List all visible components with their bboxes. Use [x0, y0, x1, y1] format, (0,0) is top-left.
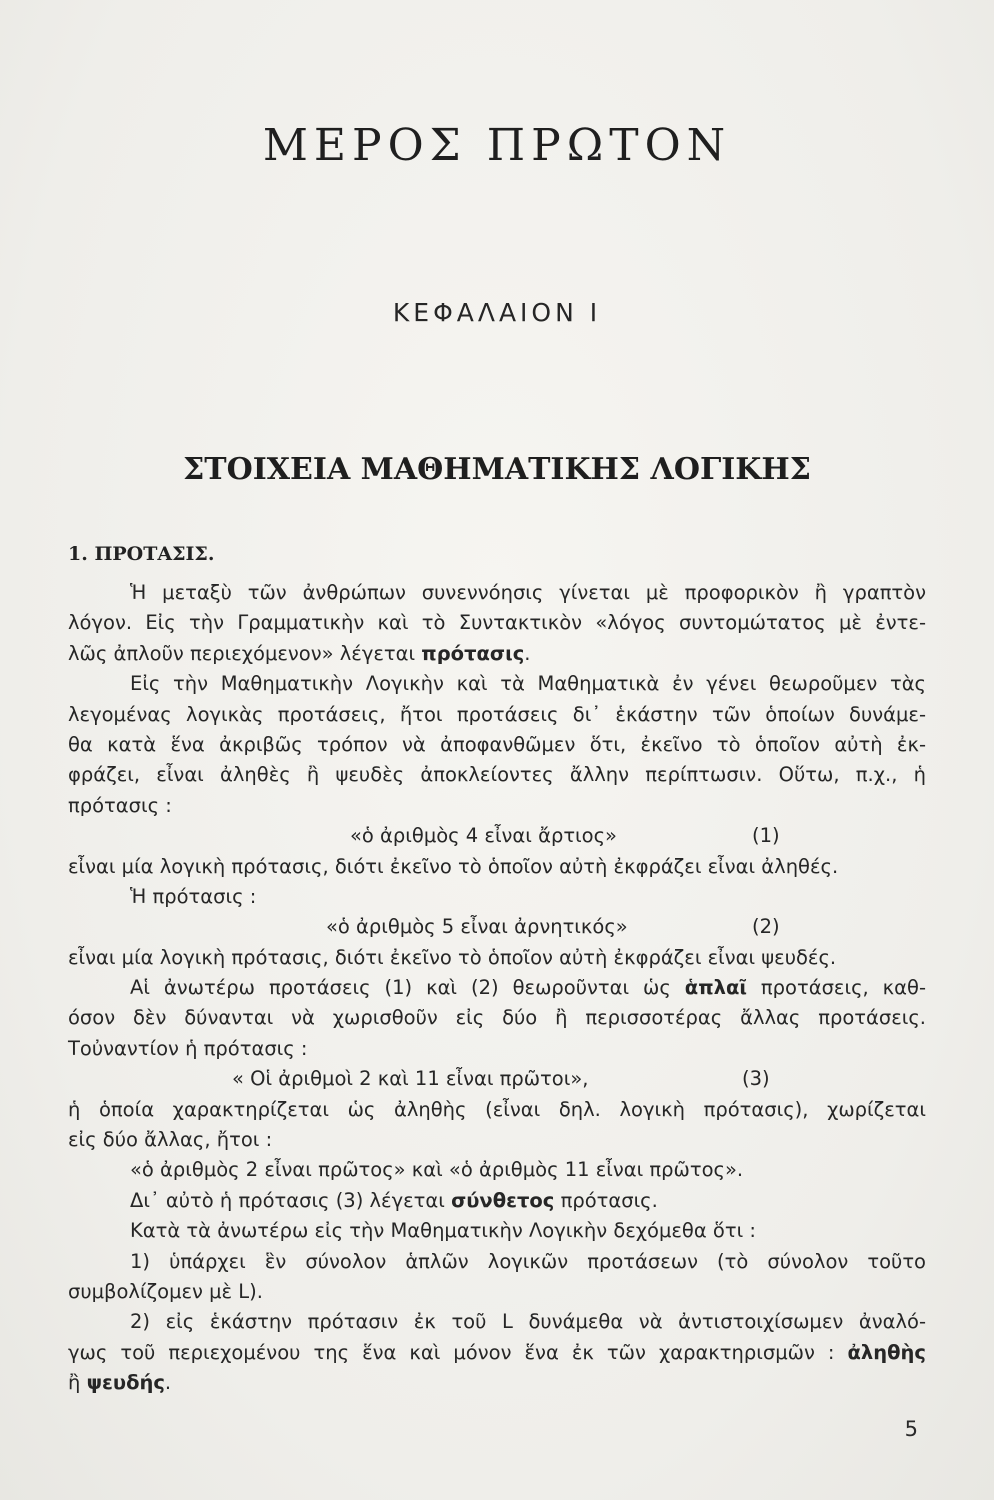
formula-2: [68, 912, 926, 942]
paragraph-1-line-3: [68, 639, 926, 669]
paragraph-5-line-3: «ὁ ἀριθμὸς 2 εἶναι πρῶτος» καὶ «ὁ ἀριθμὸς 11 εἶναι πρῶτος».: [130, 1158, 744, 1182]
after-formula-1: εἶναι μία λογικὴ πρότασις, διότι ἐκεῖνο τὸ ὁποῖον αὐτὴ ἐκφράζει εἶναι ἀληθές.: [68, 854, 839, 878]
part-title: ΜΕΡΟΣ ΠΡΩΤΟΝ: [262, 120, 732, 171]
body-text: [68, 578, 926, 1399]
text-span: λῶς ἀπλοῦν περιεχόμενον» λέγεται: [68, 641, 422, 665]
paragraph-3: Ἡ πρότασις :: [130, 884, 257, 908]
text-span: γως τοῦ περιεχομένου της ἕνα καὶ μόνον ἕνα ἐκ τῶν χαρακτηρισμῶν :: [68, 1340, 848, 1364]
bold-term-pseudis: ψευδής: [86, 1371, 165, 1395]
paragraph-6-line-6: [68, 1368, 926, 1398]
formula-2-number: (2): [752, 915, 780, 939]
paragraph-6-line-5: [68, 1338, 926, 1368]
paragraph-1-line-1: Ἡ μεταξὺ τῶν ἀνθρώπων συνεννόησις γίνεται μὲ προφορικὸν ἢ γραπτὸν: [130, 581, 926, 604]
text-span: .: [524, 641, 531, 665]
paragraph-2-line-2: λεγομένας λογικὰς προτάσεις, ἤτοι προτάσεις δι᾿ ἑκάστην τῶν ὁποίων δυνάμε-: [68, 702, 926, 726]
bold-term-synthetos: σύνθετος: [451, 1188, 555, 1212]
paragraph-6-line-3: συμβολίζομεν μὲ L).: [68, 1279, 263, 1303]
bold-term-aplai: ἁπλαῖ: [684, 976, 747, 1000]
paragraph-4-line-2: όσον δὲν δύνανται νὰ χωρισθοῦν εἰς δύο ἢ περισσοτέρας ἄλλας προτάσεις.: [68, 1006, 926, 1030]
paragraph-2-line-5: πρότασις :: [68, 793, 172, 817]
paragraph-2-line-1: Εἰς τὴν Μαθηματικὴν Λογικὴν καὶ τὰ Μαθηματικὰ ἐν γένει θεωροῦμεν τὰς: [130, 672, 926, 696]
text-span: Δι᾿ αὐτὸ ἡ πρότασις (3) λέγεται: [130, 1188, 452, 1212]
formula-2-expression: «ὁ ἀριθμὸς 5 εἶναι ἀρνητικός»: [326, 915, 628, 939]
section-title: 1. ΠΡΟΤΑΣΙΣ.: [68, 543, 215, 565]
paragraph-2-line-4: φράζει, εἶναι ἀληθὲς ἢ ψευδὲς ἀποκλείοντες ἄλλην περίπτωσιν. Οὕτω, π.χ., ἡ: [68, 763, 926, 787]
formula-1-number: (1): [752, 824, 780, 848]
paragraph-6-line-2: 1) ὑπάρχει ἓν σύνολον ἁπλῶν λογικῶν προτάσεων (τὸ σύνολον τοῦτο: [130, 1249, 926, 1273]
text-span: προτάσεις, καθ-: [746, 976, 926, 1000]
paragraph-5-line-2: εἰς δύο ἄλλας, ἤτοι :: [68, 1128, 273, 1152]
formula-1: [68, 821, 926, 851]
paragraph-4-line-3: Τοὐναντίον ἡ πρότασις :: [68, 1036, 308, 1060]
text-span: .: [164, 1371, 172, 1395]
chapter-label: ΚΕΦΑΛΑΙΟΝ Ι: [392, 298, 602, 327]
paragraph-6-line-1: Κατὰ τὰ ἀνωτέρω εἰς τὴν Μαθηματικὴν Λογικὴν δεχόμεθα ὅτι :: [130, 1219, 756, 1243]
text-span: πρότασις.: [554, 1188, 658, 1212]
paragraph-6-line-4: 2) εἰς ἑκάστην πρότασιν ἐκ τοῦ L δυνάμεθα νὰ ἀντιστοιχίσωμεν ἀναλό-: [130, 1310, 926, 1334]
bold-term-alithis: ἀληθὴς: [847, 1340, 926, 1364]
paragraph-2-line-3: θα κατὰ ἕνα ἀκριβῶς τρόπον νὰ ἀποφανθῶμεν ὅτι, ἐκεῖνο τὸ ὁποῖον αὐτὴ ἐκ-: [68, 732, 926, 756]
paragraph-1-line-2: λόγον. Εἰς τὴν Γραμματικὴν καὶ τὸ Συντακτικὸν «λόγος συντομώτατος μὲ ἐντε-: [68, 611, 926, 635]
text-span: ἢ: [68, 1371, 87, 1395]
formula-3-number: (3): [742, 1067, 770, 1091]
formula-1-expression: «ὁ ἀριθμὸς 4 εἶναι ἄρτιος»: [350, 824, 617, 848]
chapter-title: ΣΤΟΙΧΕΙΑ ΜΑΘΗΜΑΤΙΚΗΣ ΛΟΓΙΚΗΣ: [183, 452, 811, 487]
formula-3: [68, 1064, 926, 1094]
text-span: Αἱ ἀνωτέρω προτάσεις (1) καὶ (2) θεωροῦνται ὡς: [130, 976, 685, 1000]
after-formula-2: εἶναι μία λογικὴ πρότασις, διότι ἐκεῖνο τὸ ὁποῖον αὐτὴ ἐκφράζει εἶναι ψευδές.: [68, 945, 837, 969]
bold-term-protasis: πρότασις: [421, 641, 525, 665]
formula-3-expression: « Οἱ ἀριθμοὶ 2 καὶ 11 εἶναι πρῶτοι»,: [232, 1067, 589, 1091]
page-number: 5: [904, 1417, 918, 1441]
paragraph-4-line-1: [68, 973, 926, 1003]
paragraph-5-line-4: [68, 1186, 926, 1216]
paragraph-5-line-1: ἡ ὁποία χαρακτηρίζεται ὡς ἀληθὴς (εἶναι δηλ. λογικὴ πρότασις), χωρίζεται: [68, 1097, 926, 1121]
